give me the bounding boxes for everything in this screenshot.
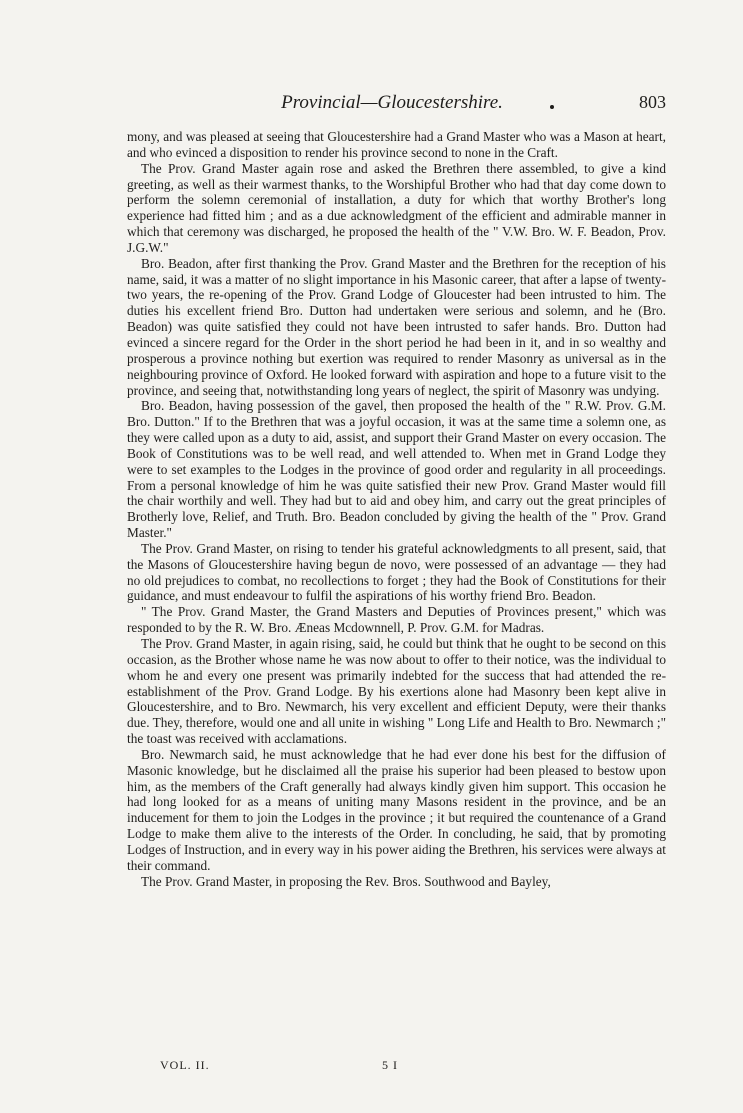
paragraph: Bro. Beadon, after first thanking the Prov. Grand Master and the Brethren for the reception of his name, said, it was a matter of no slight importance in his Masonic career, that after a lapse of twenty-two years, the re-opening of the Prov. Grand Lodge of Gloucester had been intrusted to him. The duties his excellent friend Bro. Dutton had undertaken were serious and solemn, and he (Bro. Beadon) was quite satisfied they could not have been intrusted to safer hands. Bro. Dutton had evinced a sincere regard for the Order in the short period he had been in it, and in so wealthy and prosperous a province nothing but exertion was required to render Masonry as universal as in the neighbouring province of Oxford. He looked forward with aspiration and hope to a future visit to the province, and seeing that, notwithstanding long years of neglect, the spirit of Masonry was undying. — [127, 255, 666, 398]
paragraph: Bro. Newmarch said, he must acknowledge that he had ever done his best for the diffusion of Masonic knowledge, but he disclaimed all the praise his superior had been pleased to bestow upon him, as the members of the Craft generally had always kindly given him support. This occasion he had long looked for as a means of uniting many Masons resident in the province, and be an inducement for them to join the Lodges in the province ; it but required the countenance of a Grand Lodge to make them alive to the interests of the Order. In concluding, he said, that by promoting Lodges of Instruction, and in every way in his power aiding the Brethren, his services were always at their command. — [127, 746, 666, 873]
page-footer — [160, 1058, 460, 1078]
page-header — [118, 92, 666, 118]
page-number: 803 — [639, 92, 666, 112]
volume-mark: VOL. II. — [160, 1058, 210, 1072]
paragraph: mony, and was pleased at seeing that Gloucestershire had a Grand Master who was a Mason at heart, and who evinced a disposition to render his province second to none in the Craft. — [127, 129, 666, 160]
paragraph: The Prov. Grand Master, in proposing the Rev. Bros. Southwood and Bayley, — [141, 873, 551, 889]
paragraph: " The Prov. Grand Master, the Grand Masters and Deputies of Provinces present," which was responded to by the R. W. Bro. Æneas Mcdownnell, P. Prov. G.M. for Madras. — [127, 604, 666, 636]
paragraph: The Prov. Grand Master, in again rising, said, he could but think that he ought to be second on this occasion, as the Brother whose name he was now about to offer to their notice, was the individual to whom he and every one present was primarily indebted for the success that had attended the re-establishment of the Prov. Grand Lodge. By his exertions alone had Masonry been kept alive in Gloucestershire, and to Bro. Newmarch, his very excellent and efficient Deputy, were their thanks due. They, therefore, would one and all unite in wishing " Long Life and Health to Bro. Newmarch ;" the toast was received with acclamations. — [127, 636, 666, 747]
printer-mark — [550, 105, 554, 109]
paragraph: The Prov. Grand Master, on rising to tender his grateful acknowledgments to all present, said, that the Masons of Gloucestershire having begun de novo, were possessed of an advantage — they had no old prejudices to combat, no recollections to forget ; they had the Book of Constitutions for their guidance, and must endeavour to fulfil the aspirations of his worthy friend Bro. Beadon. — [127, 540, 666, 604]
running-title: Provincial—Gloucestershire. — [281, 92, 503, 113]
paragraph: The Prov. Grand Master again rose and asked the Brethren there assembled, to give a kind greeting, as well as their warmest thanks, to the Worshipful Brother who had that day come down to perform the solemn ceremonial of installation, a duty for which that worthy Brother's long experience had fitted him ; and as a due acknowledgment of the efficient and admirable manner in which that ceremony was discharged, he proposed the health of the " V.W. Bro. W. F. Beadon, Prov. J.G.W." — [127, 160, 666, 255]
signature-mark: 5 I — [382, 1058, 398, 1072]
article-body — [127, 129, 666, 890]
paragraph: Bro. Beadon, having possession of the gavel, then proposed the health of the " R.W. Prov. G.M. Bro. Dutton." If to the Brethren that was a joyful occasion, it was at the same time a solemn one, as they were called upon as a duty to aid, assist, and support their Grand Master on every occasion. The Book of Constitutions was to be well read, and well attended to. When met in Grand Lodge they were to set examples to the Lodges in the province of good order and regularity in all proceedings. From a personal knowledge of him he was quite satisfied their new Prov. Grand Master would fill the chair worthily and well. They had but to aid and obey him, and carry out the great principles of Brotherly love, Relief, and Truth. Bro. Beadon concluded by giving the health of the " Prov. Grand Master." — [127, 398, 666, 541]
